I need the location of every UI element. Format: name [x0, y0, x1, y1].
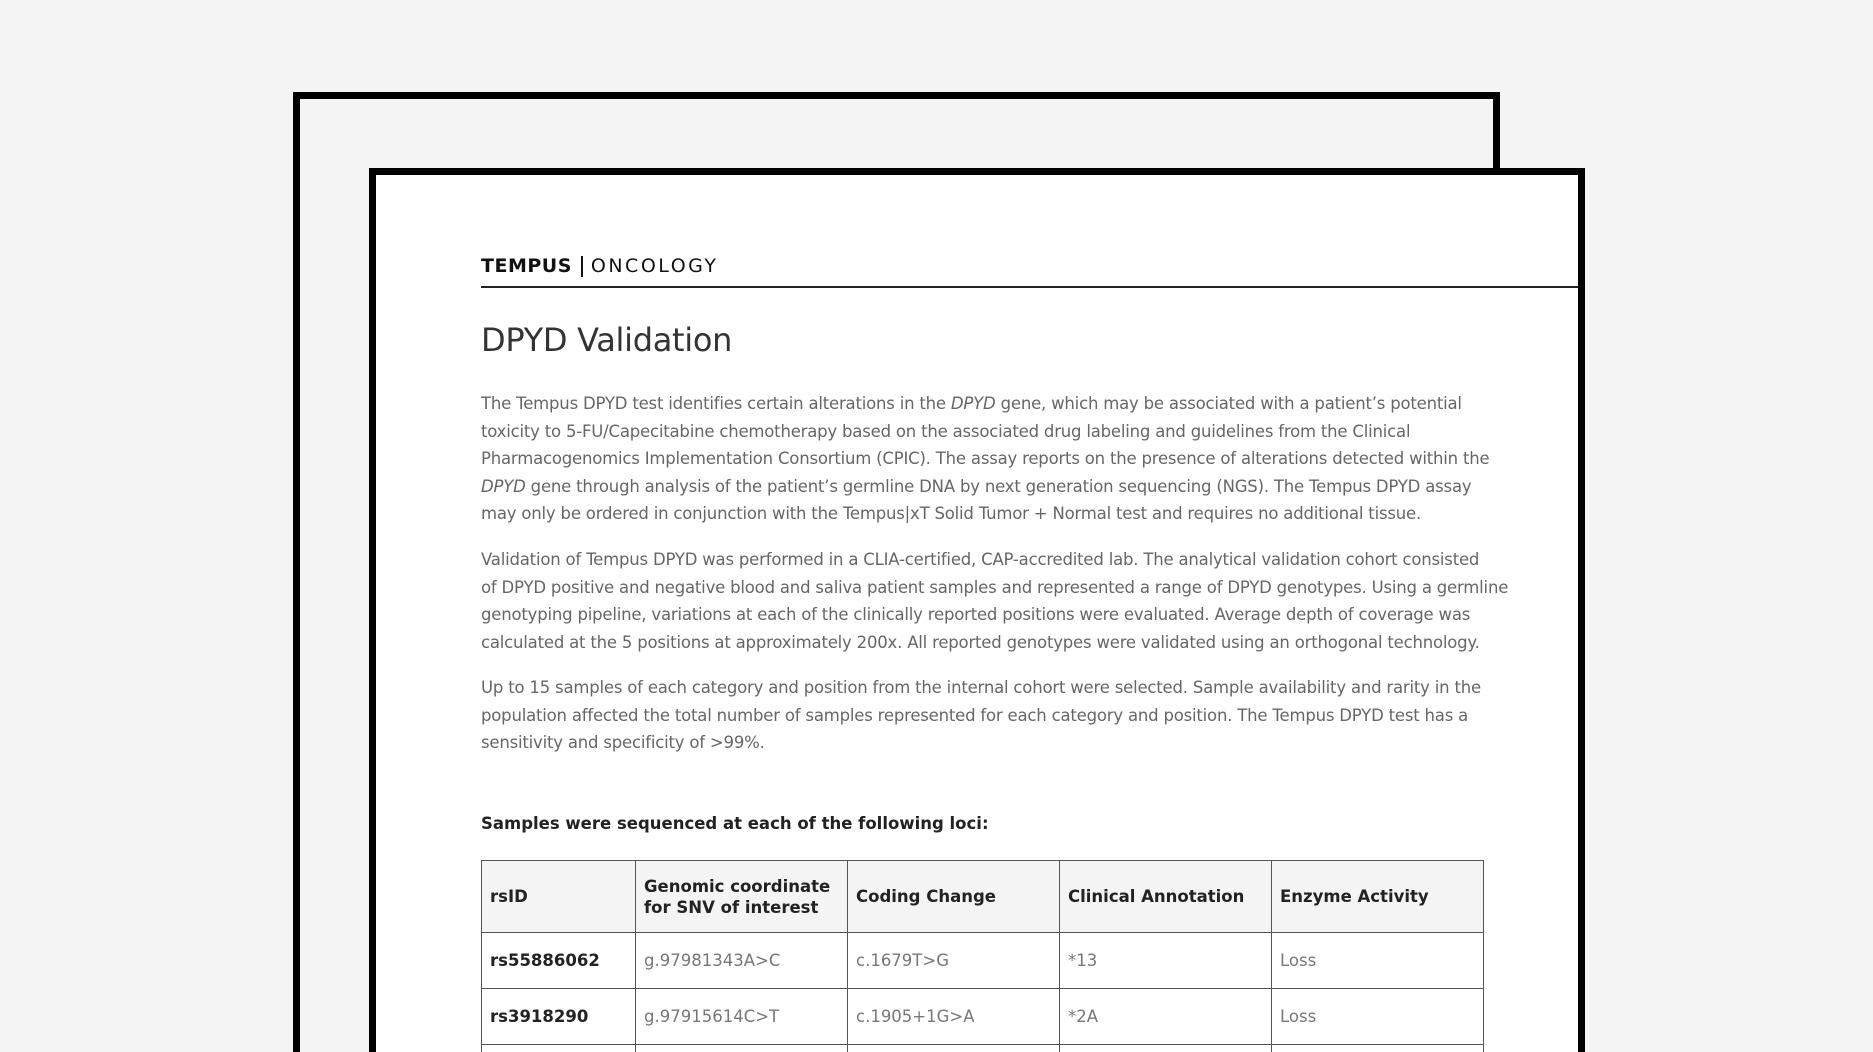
paragraph-line — [481, 473, 1491, 501]
column-header-genomic-coordinate — [636, 861, 848, 933]
paragraph-line: sensitivity and specificity of >99%. — [481, 733, 765, 752]
paragraph-line: Up to 15 samples of each category and position from the internal cohort were selected. Sample availability and rarity in the — [481, 678, 1481, 697]
division-label: ONCOLOGY — [590, 255, 719, 277]
column-header-enzyme-activity: Enzyme Activity — [1272, 861, 1484, 933]
loci-heading: Samples were sequenced at each of the following loci: — [481, 814, 989, 833]
column-header-clinical-annotation: Clinical Annotation — [1060, 861, 1272, 933]
front-sheet — [369, 168, 1585, 1052]
tempus-wordmark: TEMPUS — [481, 255, 572, 277]
paragraph-line: may only be ordered in conjunction with the Tempus|xT Solid Tumor + Normal test and requires no additional tissue. — [481, 504, 1422, 523]
paragraph-line: toxicity to 5-FU/Capecitabine chemotherapy based on the associated drug labeling and guidelines from the Clinical — [481, 421, 1411, 441]
paragraph-line — [481, 390, 1491, 418]
column-header-rsid: rsID — [482, 861, 636, 933]
table-row — [482, 933, 1484, 989]
brand-header — [481, 253, 1491, 279]
header-line: for SNV of interest — [644, 897, 819, 917]
cell-genomic-coordinate: g.97915614C>T — [636, 989, 848, 1045]
paragraph-line: genotyping pipeline, variations at each of the clinically reported positions were evaluated. Average depth of coverage was — [481, 605, 1471, 624]
paragraph-line: of DPYD positive and negative blood and saliva patient samples and represented a range of DPYD genotypes. Using a germline — [481, 577, 1509, 597]
text-run: gene through analysis of the patient’s germline DNA by next generation sequencing (NGS). The Tempus DPYD assay — [525, 476, 1472, 496]
paragraph-line: Validation of Tempus DPYD was performed in a CLIA-certified, CAP-accredited lab. The analytical validation cohort consisted — [481, 550, 1480, 569]
cell-rsid — [482, 1045, 636, 1052]
cell-coding-change — [848, 1045, 1060, 1052]
table-row — [482, 1045, 1484, 1052]
cell-genomic-coordinate: g.97981343A>C — [636, 933, 848, 989]
intro-paragraph — [481, 390, 1491, 528]
cell-coding-change: c.1905+1G>A — [848, 989, 1060, 1045]
cell-rsid: rs3918290 — [482, 989, 636, 1045]
table-header-row — [482, 861, 1484, 933]
header-rule — [481, 286, 1578, 288]
cell-clinical-annotation: *13 — [1060, 933, 1272, 989]
cell-clinical-annotation: *2A — [1060, 989, 1272, 1045]
paragraph-line: population affected the total number of samples represented for each category and position. The Tempus DPYD test has a — [481, 705, 1469, 725]
text-run: The Tempus DPYD test identifies certain alterations in the — [481, 394, 951, 413]
cell-coding-change: c.1679T>G — [848, 933, 1060, 989]
gene-name: DPYD — [950, 394, 996, 413]
cell-genomic-coordinate — [636, 1045, 848, 1052]
cell-enzyme-activity — [1272, 1045, 1484, 1052]
cell-clinical-annotation — [1060, 1045, 1272, 1052]
cell-rsid: rs55886062 — [482, 933, 636, 989]
logo-divider — [581, 256, 583, 277]
text-run: gene, which may be associated with a patient’s potential — [995, 394, 1462, 413]
column-header-coding-change: Coding Change — [848, 861, 1060, 933]
loci-table — [481, 860, 1484, 1052]
validation-paragraph — [481, 546, 1509, 656]
cell-enzyme-activity: Loss — [1272, 933, 1484, 989]
sampling-paragraph — [481, 674, 1491, 757]
tempus-oncology-logo — [481, 253, 1491, 279]
header-line: Genomic coordinate — [644, 876, 831, 896]
paragraph-line: calculated at the 5 positions at approximately 200x. All reported genotypes were validated using an orthogonal technology. — [481, 632, 1480, 652]
paragraph-line: Pharmacogenomics Implementation Consortium (CPIC). The assay reports on the presence of alterations detected within the — [481, 449, 1490, 468]
gene-name: DPYD — [481, 476, 526, 496]
page-title: DPYD Validation — [481, 321, 733, 359]
table-row — [482, 989, 1484, 1045]
cell-enzyme-activity: Loss — [1272, 989, 1484, 1045]
